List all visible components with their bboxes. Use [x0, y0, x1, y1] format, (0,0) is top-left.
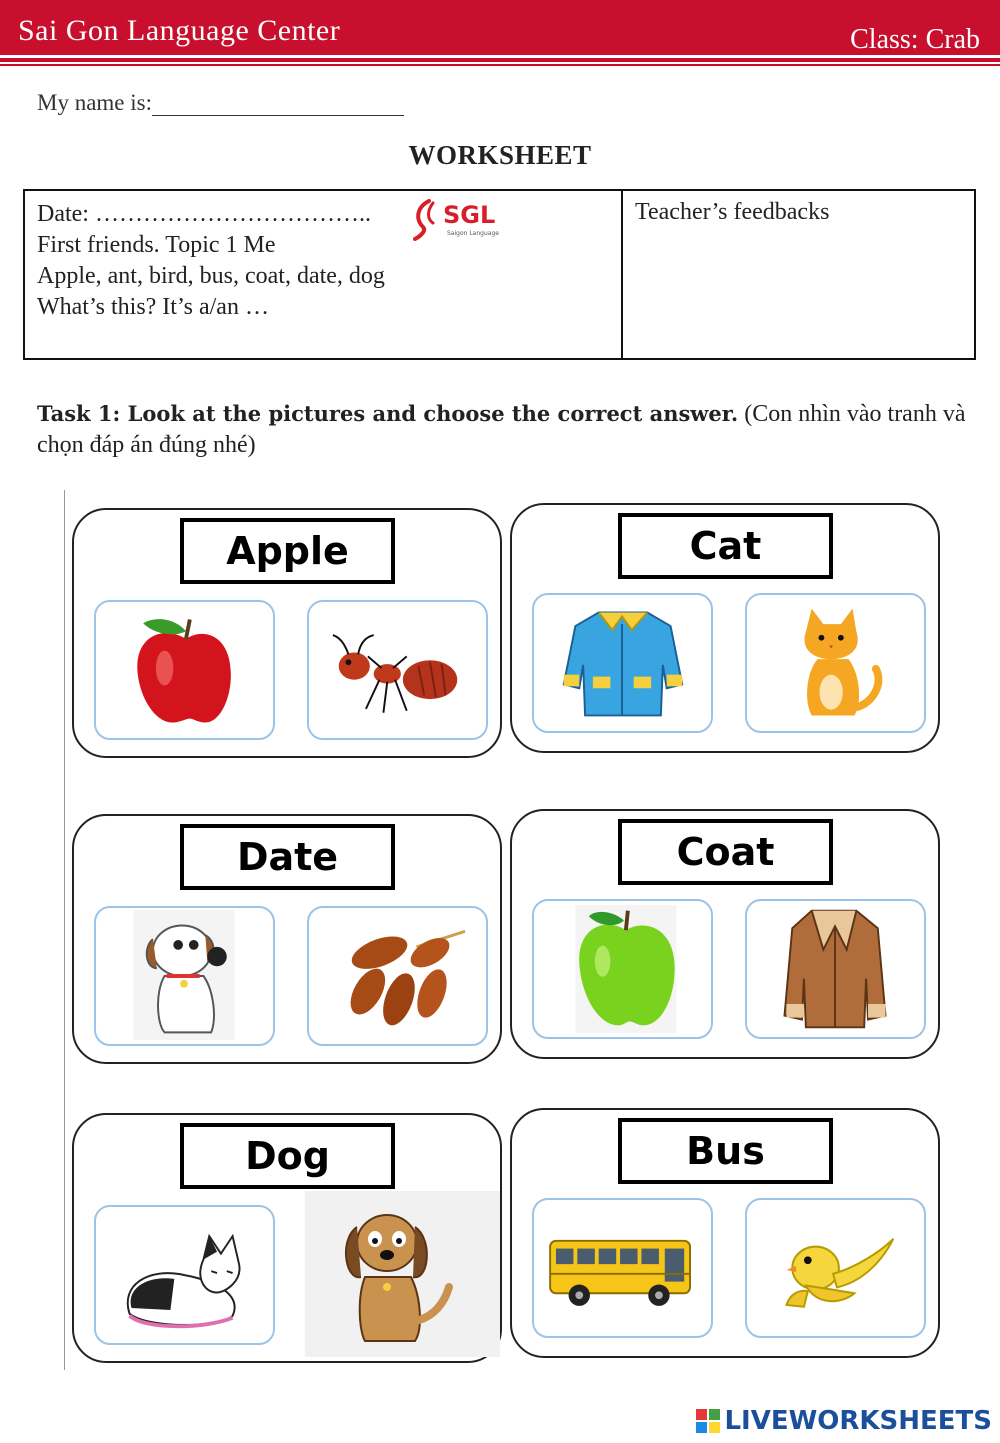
date-fruit-icon: [309, 908, 486, 1044]
header-divider-thin: [0, 64, 1000, 66]
sgl-logo-text: SGL: [443, 201, 496, 229]
teacher-feedback: [623, 191, 974, 358]
card-cat: [510, 503, 940, 753]
pattern-line: What’s this? It’s a/an …: [37, 294, 269, 320]
word-label: Apple: [180, 518, 395, 584]
option-bus[interactable]: [532, 1198, 713, 1338]
option-cat[interactable]: [94, 1205, 275, 1345]
info-table: [23, 189, 976, 360]
liveworksheets-mark-icon: [696, 1409, 720, 1433]
name-row: [37, 90, 404, 116]
option-date[interactable]: [307, 906, 488, 1046]
liveworksheets-brand: LIVEWORKSHEETS: [724, 1406, 992, 1436]
card-apple: [72, 508, 502, 758]
sgl-logo-subtext: Saigon Language: [447, 230, 499, 237]
option-apple[interactable]: [94, 600, 275, 740]
word-label: Dog: [180, 1123, 395, 1189]
option-bird[interactable]: [745, 1198, 926, 1338]
option-coat[interactable]: [745, 899, 926, 1039]
option-dog[interactable]: [94, 906, 275, 1046]
apple-icon: [96, 602, 273, 738]
card-date: [72, 814, 502, 1064]
class-label: Class: Crab: [850, 24, 980, 55]
margin-line: [64, 490, 65, 1370]
task1-instructions: [37, 398, 967, 461]
option-dog[interactable]: [305, 1191, 500, 1357]
brown-coat-icon: [747, 901, 924, 1037]
cat-icon: [747, 595, 924, 731]
worksheet-title: WORKSHEET: [408, 140, 592, 170]
feedback-label: Teacher’s feedbacks: [635, 199, 830, 225]
option-coat[interactable]: [532, 593, 713, 733]
liveworksheets-logo: [696, 1406, 992, 1436]
task1-translation: (Con nhìn vào tranh và chọn đáp án đúng nhé): [37, 401, 966, 458]
sleeping-cat-icon: [96, 1207, 273, 1343]
vocab-line: Apple, ant, bird, bus, coat, date, dog: [37, 263, 385, 289]
lesson-info: [25, 191, 623, 358]
bus-icon: [534, 1200, 711, 1336]
header-divider: [0, 58, 1000, 62]
coat-icon: [534, 595, 711, 731]
center-name: Sai Gon Language Center: [18, 14, 341, 47]
word-label: Date: [180, 824, 395, 890]
option-ant[interactable]: [307, 600, 488, 740]
ant-icon: [309, 602, 486, 738]
word-label: Cat: [618, 513, 833, 579]
topic-line: First friends. Topic 1 Me: [37, 232, 276, 258]
word-label: Bus: [618, 1118, 833, 1184]
card-bus: [510, 1108, 940, 1358]
task1-bold: Task 1: Look at the pictures and choose the correct answer.: [37, 401, 739, 426]
word-label: Coat: [618, 819, 833, 885]
name-blank[interactable]: [152, 94, 404, 116]
puppy-icon: [305, 1191, 500, 1357]
sgl-logo: [413, 197, 513, 241]
name-label: My name is:: [37, 90, 152, 115]
card-coat: [510, 809, 940, 1059]
option-cat[interactable]: [745, 593, 926, 733]
bird-icon: [747, 1200, 924, 1336]
date-line: Date: ……………………………..: [37, 201, 371, 227]
option-apple[interactable]: [532, 899, 713, 1039]
dog-icon: [96, 908, 273, 1044]
card-dog: [72, 1113, 502, 1363]
green-apple-icon: [534, 901, 711, 1037]
